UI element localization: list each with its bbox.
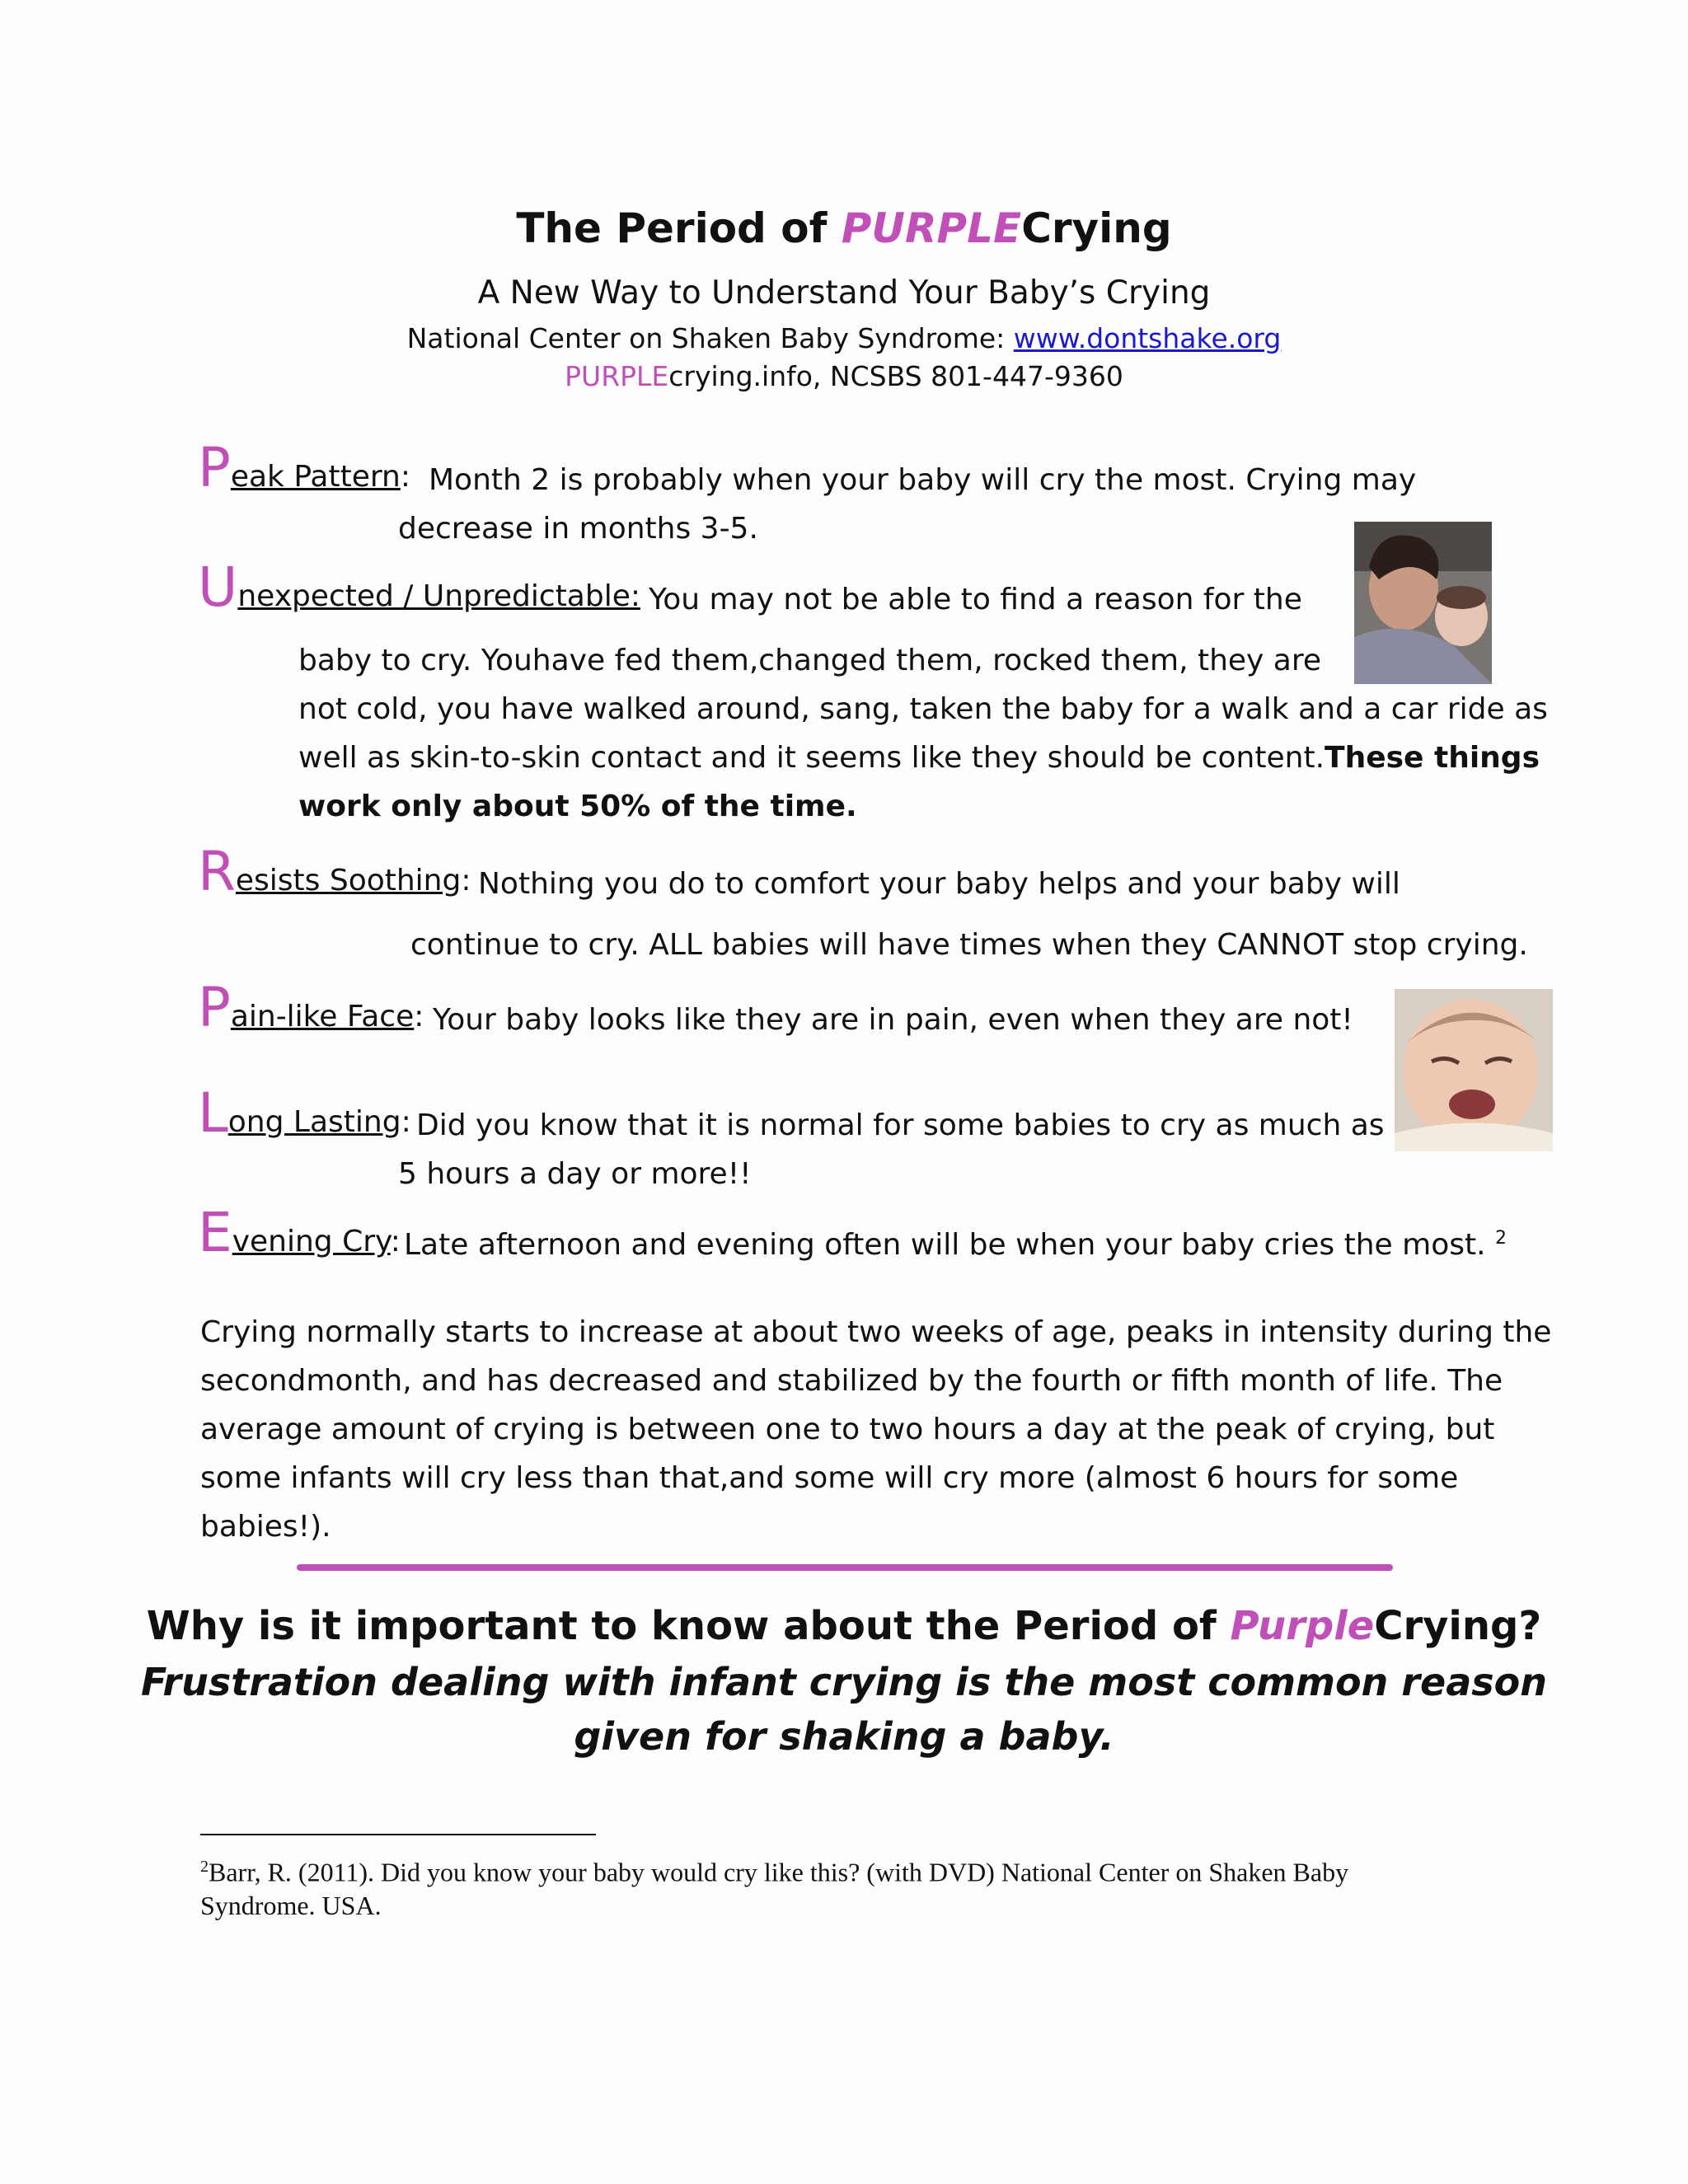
- page-title: The Period of PURPLECrying: [516, 204, 1172, 252]
- peak-pattern-line1: Month 2 is probably when your baby will cry the most. Crying may: [429, 463, 1417, 497]
- subtitle: A New Way to Understand Your Baby’s Crying: [477, 274, 1211, 312]
- info-line: PURPLEcrying.info, NCSBS 801-447-9360: [565, 360, 1123, 392]
- purple-divider: [297, 1564, 1393, 1571]
- unexpected-line4: well as skin-to-skin contact and it seems like they should be content.These things: [298, 741, 1540, 775]
- peak-pattern-line2: decrease in months 3-5.: [398, 512, 758, 546]
- footnote-divider: [200, 1834, 596, 1835]
- unexpected-bold-line: work only about 50% of the time.: [298, 790, 857, 823]
- footnote-ref: 2: [1495, 1228, 1507, 1249]
- crying-paragraph: Crying normally starts to increase at about two weeks of age, peaks in intensity during the secondmonth, and has decreased and stabilized by the fourth or fifth month of life. The average amount of crying is between one to two hours a day at the peak of crying, but some infants will cry less than that,and some will cry more (almost 6 hours for some babies!).: [200, 1315, 1552, 1544]
- unexpected-line1: You may not be able to find a reason for the: [649, 583, 1302, 616]
- dontshake-link[interactable]: www.dontshake.org: [1013, 322, 1282, 354]
- pain-like-face-heading: Pain-like Face:: [198, 976, 424, 1039]
- why-heading: Why is it important to know about the Period of PurpleCrying?: [146, 1603, 1542, 1649]
- resists-soothing-line2: continue to cry. ALL babies will have times when they CANNOT stop crying.: [410, 928, 1528, 962]
- resists-soothing-heading: Resists Soothing:: [198, 840, 471, 903]
- long-lasting-line1: Did you know that it is normal for some babies to cry as much as: [416, 1108, 1385, 1142]
- crying-baby-photo: [1395, 989, 1553, 1151]
- pain-like-face-line1: Your baby looks like they are in pain, even when they are not!: [433, 1003, 1353, 1037]
- org-line: National Center on Shaken Baby Syndrome: www.dontshake.org: [406, 322, 1282, 354]
- frustration-statement: Frustration dealing with infant crying is the most common reason given for shaking a baby.: [141, 1660, 1547, 1759]
- long-lasting-heading: Long Lasting:: [198, 1081, 411, 1145]
- long-lasting-line2: 5 hours a day or more!!: [398, 1157, 752, 1191]
- evening-cry-line1: Late afternoon and evening often will be when your baby cries the most. $^2$: [404, 1228, 1507, 1262]
- unexpected-line3: not cold, you have walked around, sang, taken the baby for a walk and a car ride as: [298, 692, 1548, 726]
- evening-cry-heading: Evening Cry:: [198, 1201, 401, 1264]
- footnote: $^2$Barr, R. (2011). Did you know your baby would cry like this? (with DVD) National Center on Shaken Baby Syndrome. USA.: [200, 1857, 1349, 1920]
- resists-soothing-line1: Nothing you do to comfort your baby helps and your baby will: [478, 867, 1400, 901]
- peak-pattern-heading: Peak Pattern:: [198, 436, 410, 499]
- father-baby-photo: [1354, 522, 1492, 684]
- unexpected-line2: baby to cry. Youhave fed them,changed them, rocked them, they are: [298, 644, 1322, 677]
- unexpected-heading: Unexpected / Unpredictable:: [198, 555, 641, 619]
